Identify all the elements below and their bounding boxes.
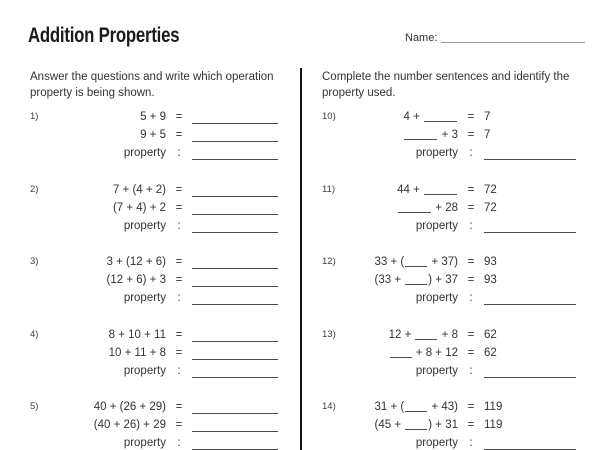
- answer-value: 72: [484, 183, 497, 196]
- problem-number: 3): [30, 256, 39, 267]
- worksheet-columns: [0, 69, 600, 450]
- fill-in-blank: [390, 346, 412, 358]
- answer-cell: [192, 253, 282, 273]
- problem-row: [322, 362, 580, 380]
- problem-row: [322, 289, 580, 307]
- answer-cell: [484, 326, 580, 344]
- equals-sign: =: [175, 401, 183, 413]
- equals-sign: =: [175, 328, 183, 341]
- colon: :: [469, 292, 473, 304]
- property-label: property: [123, 219, 166, 232]
- expression: 10 + 11 + 8: [108, 346, 166, 359]
- problem-number: [322, 289, 348, 309]
- answer-blank-line: [484, 146, 576, 160]
- answer-cell: [484, 144, 580, 164]
- answer-cell: [484, 344, 580, 362]
- answer-value: 7: [484, 129, 491, 141]
- property-label: property: [415, 364, 458, 377]
- expression: + 28: [348, 199, 458, 217]
- equals-sign: =: [175, 256, 183, 268]
- problem-number: 11): [322, 183, 336, 195]
- problem-row: [30, 126, 278, 144]
- answer-cell: [192, 126, 282, 146]
- problem-block: [322, 326, 580, 380]
- answer-blank-line: [484, 219, 576, 233]
- problem-row: [30, 326, 278, 344]
- problem-row: [322, 434, 580, 450]
- answer-cell: [484, 126, 580, 144]
- expression: 33 + ( + 37): [374, 256, 458, 268]
- fill-in-blank: [415, 328, 437, 340]
- answer-cell: [192, 416, 282, 436]
- problem-row: [30, 217, 278, 235]
- expression: (33 + ) + 37: [374, 274, 458, 286]
- answer-value: 7: [484, 111, 491, 123]
- problem-number: [322, 344, 348, 362]
- fill-in-blank: [424, 110, 457, 122]
- problem-number: [30, 126, 54, 146]
- right-column: [300, 69, 600, 450]
- expression: (12 + 6) + 3: [106, 274, 166, 286]
- problem-row: [322, 416, 580, 434]
- answer-blank-line: [192, 418, 278, 432]
- answer-cell: [484, 271, 580, 289]
- fill-in-blank: [405, 273, 427, 285]
- equals-sign: =: [175, 111, 183, 123]
- problem-number: [30, 289, 54, 309]
- equals-sign: =: [467, 346, 475, 359]
- answer-cell: [192, 144, 282, 164]
- equals-sign: =: [467, 256, 475, 268]
- answer-cell: [484, 289, 580, 309]
- expression: 40 + (26 + 29): [93, 401, 166, 413]
- problem-row: [30, 344, 278, 362]
- problem-row: [30, 144, 278, 162]
- problem-row: [30, 253, 278, 271]
- expression: 3 + (12 + 6): [106, 256, 166, 268]
- problem-number: 13): [322, 328, 336, 340]
- colon: :: [469, 364, 473, 377]
- answer-cell: [192, 181, 282, 201]
- answer-cell: [192, 271, 282, 291]
- problem-number: [322, 416, 348, 434]
- fill-in-blank: [405, 255, 427, 267]
- colon: :: [469, 219, 473, 232]
- answer-blank-line: [484, 364, 576, 378]
- equals-sign: =: [175, 274, 183, 286]
- property-label: property: [415, 292, 458, 304]
- problem-block: [30, 108, 278, 162]
- problem-row: [30, 398, 278, 416]
- answer-blank-line: [192, 201, 278, 215]
- fill-in-blank: [405, 400, 427, 412]
- property-label: property: [123, 437, 166, 449]
- answer-blank-line: [192, 183, 278, 197]
- answer-cell: [192, 289, 282, 309]
- answer-blank-line: [192, 273, 278, 287]
- answer-cell: [484, 434, 580, 450]
- property-label: property: [123, 364, 166, 377]
- problem-row: [30, 362, 278, 380]
- equals-sign: =: [467, 328, 475, 341]
- problem-row: [30, 434, 278, 450]
- problem-block: [322, 253, 580, 307]
- problem-row: [322, 108, 580, 126]
- problem-row: [322, 271, 580, 289]
- problem-row: [322, 217, 580, 235]
- problem-number: 2): [30, 183, 39, 195]
- answer-blank-line: [192, 146, 278, 160]
- problem-row: [30, 271, 278, 289]
- equals-sign: =: [175, 346, 183, 359]
- answer-blank-line: [484, 436, 576, 450]
- answer-cell: [484, 398, 580, 416]
- equals-sign: =: [175, 201, 183, 214]
- expression: 7 + (4 + 2): [112, 183, 166, 196]
- right-problem-list: [322, 108, 580, 450]
- problem-number: 1): [30, 111, 39, 122]
- equals-sign: =: [175, 129, 183, 141]
- left-instructions: Answer the questions and write which operation property is being shown.: [30, 71, 274, 99]
- problem-number: [30, 199, 54, 219]
- problem-block: [322, 108, 580, 162]
- fill-in-blank: [424, 183, 457, 195]
- equals-sign: =: [175, 183, 183, 196]
- answer-value: 119: [484, 401, 503, 413]
- left-column: [0, 69, 300, 450]
- answer-cell: [484, 253, 580, 271]
- answer-blank-line: [192, 400, 278, 414]
- problem-number: [30, 362, 54, 382]
- answer-blank-line: [192, 328, 278, 342]
- answer-blank-line: [192, 436, 278, 450]
- answer-cell: [192, 217, 282, 237]
- answer-value: 62: [484, 346, 497, 359]
- answer-blank-line: [192, 219, 278, 233]
- expression: 8 + 10 + 11: [108, 328, 166, 341]
- answer-cell: [192, 362, 282, 382]
- answer-cell: [192, 434, 282, 450]
- equals-sign: =: [175, 419, 183, 431]
- problem-row: [322, 126, 580, 144]
- problem-block: [30, 181, 278, 235]
- problem-number: [322, 271, 348, 289]
- answer-blank-line: [484, 291, 576, 305]
- expression: (45 + ) + 31: [374, 419, 458, 431]
- equals-sign: =: [467, 401, 475, 413]
- property-label: property: [123, 147, 166, 159]
- answer-value: 72: [484, 201, 497, 214]
- problem-block: [322, 181, 580, 235]
- problem-row: [30, 416, 278, 434]
- answer-cell: [484, 217, 580, 237]
- problem-number: [30, 217, 54, 237]
- equals-sign: =: [467, 111, 475, 123]
- problem-block: [30, 398, 278, 450]
- equals-sign: =: [467, 419, 475, 431]
- name-label: Name:: [405, 32, 438, 44]
- expression: (40 + 26) + 29: [93, 419, 166, 431]
- problem-number: [322, 434, 348, 450]
- problem-block: [322, 398, 580, 450]
- expression: 5 + 9: [140, 111, 166, 123]
- name-blank-line: [441, 30, 585, 43]
- answer-blank-line: [192, 364, 278, 378]
- answer-cell: [192, 108, 282, 128]
- problem-number: [30, 344, 54, 364]
- problem-number: [30, 416, 54, 436]
- problem-number: [322, 362, 348, 382]
- page-title: Addition Properties: [28, 24, 180, 47]
- property-label: property: [415, 219, 458, 232]
- answer-cell: [484, 362, 580, 382]
- problem-row: [322, 326, 580, 344]
- answer-cell: [192, 398, 282, 418]
- answer-cell: [192, 326, 282, 346]
- colon: :: [177, 292, 181, 304]
- problem-row: [322, 398, 580, 416]
- problem-row: [322, 144, 580, 162]
- expression: + 8 + 12: [348, 344, 458, 362]
- problem-row: [322, 253, 580, 271]
- problem-number: 5): [30, 401, 39, 412]
- answer-cell: [484, 199, 580, 217]
- equals-sign: =: [467, 129, 475, 141]
- problem-row: [30, 181, 278, 199]
- problem-number: [322, 199, 348, 217]
- problem-number: 14): [322, 401, 336, 412]
- problem-number: [322, 126, 348, 144]
- answer-cell: [484, 108, 580, 126]
- answer-value: 93: [484, 256, 497, 268]
- answer-cell: [192, 199, 282, 219]
- answer-value: 119: [484, 419, 503, 431]
- fill-in-blank: [405, 418, 427, 430]
- problem-row: [322, 344, 580, 362]
- expression: (7 + 4) + 2: [112, 201, 166, 214]
- answer-cell: [192, 344, 282, 364]
- problem-row: [30, 108, 278, 126]
- problem-number: 12): [322, 256, 336, 267]
- expression: + 3: [348, 126, 458, 144]
- fill-in-blank: [404, 128, 437, 140]
- answer-value: 93: [484, 274, 497, 286]
- answer-blank-line: [192, 291, 278, 305]
- equals-sign: =: [467, 183, 475, 196]
- problem-number: 4): [30, 328, 39, 340]
- answer-cell: [484, 181, 580, 199]
- answer-blank-line: [192, 346, 278, 360]
- equals-sign: =: [467, 274, 475, 286]
- colon: :: [469, 147, 473, 159]
- problem-number: [322, 144, 348, 164]
- expression: 9 + 5: [140, 129, 166, 141]
- problem-row: [30, 199, 278, 217]
- name-field: [405, 28, 585, 44]
- answer-blank-line: [192, 110, 278, 124]
- property-label: property: [415, 147, 458, 159]
- problem-block: [30, 326, 278, 380]
- problem-row: [30, 289, 278, 307]
- problem-number: [30, 434, 54, 450]
- answer-blank-line: [192, 255, 278, 269]
- problem-row: [322, 199, 580, 217]
- problem-number: [30, 271, 54, 291]
- fill-in-blank: [398, 201, 431, 213]
- answer-blank-line: [192, 128, 278, 142]
- problem-number: [30, 144, 54, 164]
- answer-cell: [484, 416, 580, 434]
- property-label: property: [123, 292, 166, 304]
- problem-number: 10): [322, 111, 336, 122]
- problem-number: [322, 217, 348, 237]
- colon: :: [177, 147, 181, 159]
- problem-row: [322, 181, 580, 199]
- expression: 12 + + 8: [388, 328, 458, 341]
- answer-value: 62: [484, 328, 497, 341]
- problem-block: [30, 253, 278, 307]
- colon: :: [177, 437, 181, 449]
- right-instructions: Complete the number sentences and identify the property used.: [322, 71, 570, 99]
- property-label: property: [415, 437, 458, 449]
- expression: 44 +: [348, 181, 458, 199]
- colon: :: [177, 219, 181, 232]
- left-problem-list: [30, 108, 278, 450]
- expression: 4 +: [348, 108, 458, 126]
- equals-sign: =: [467, 201, 475, 214]
- colon: :: [469, 437, 473, 449]
- expression: 31 + ( + 43): [374, 401, 458, 413]
- colon: :: [177, 364, 181, 377]
